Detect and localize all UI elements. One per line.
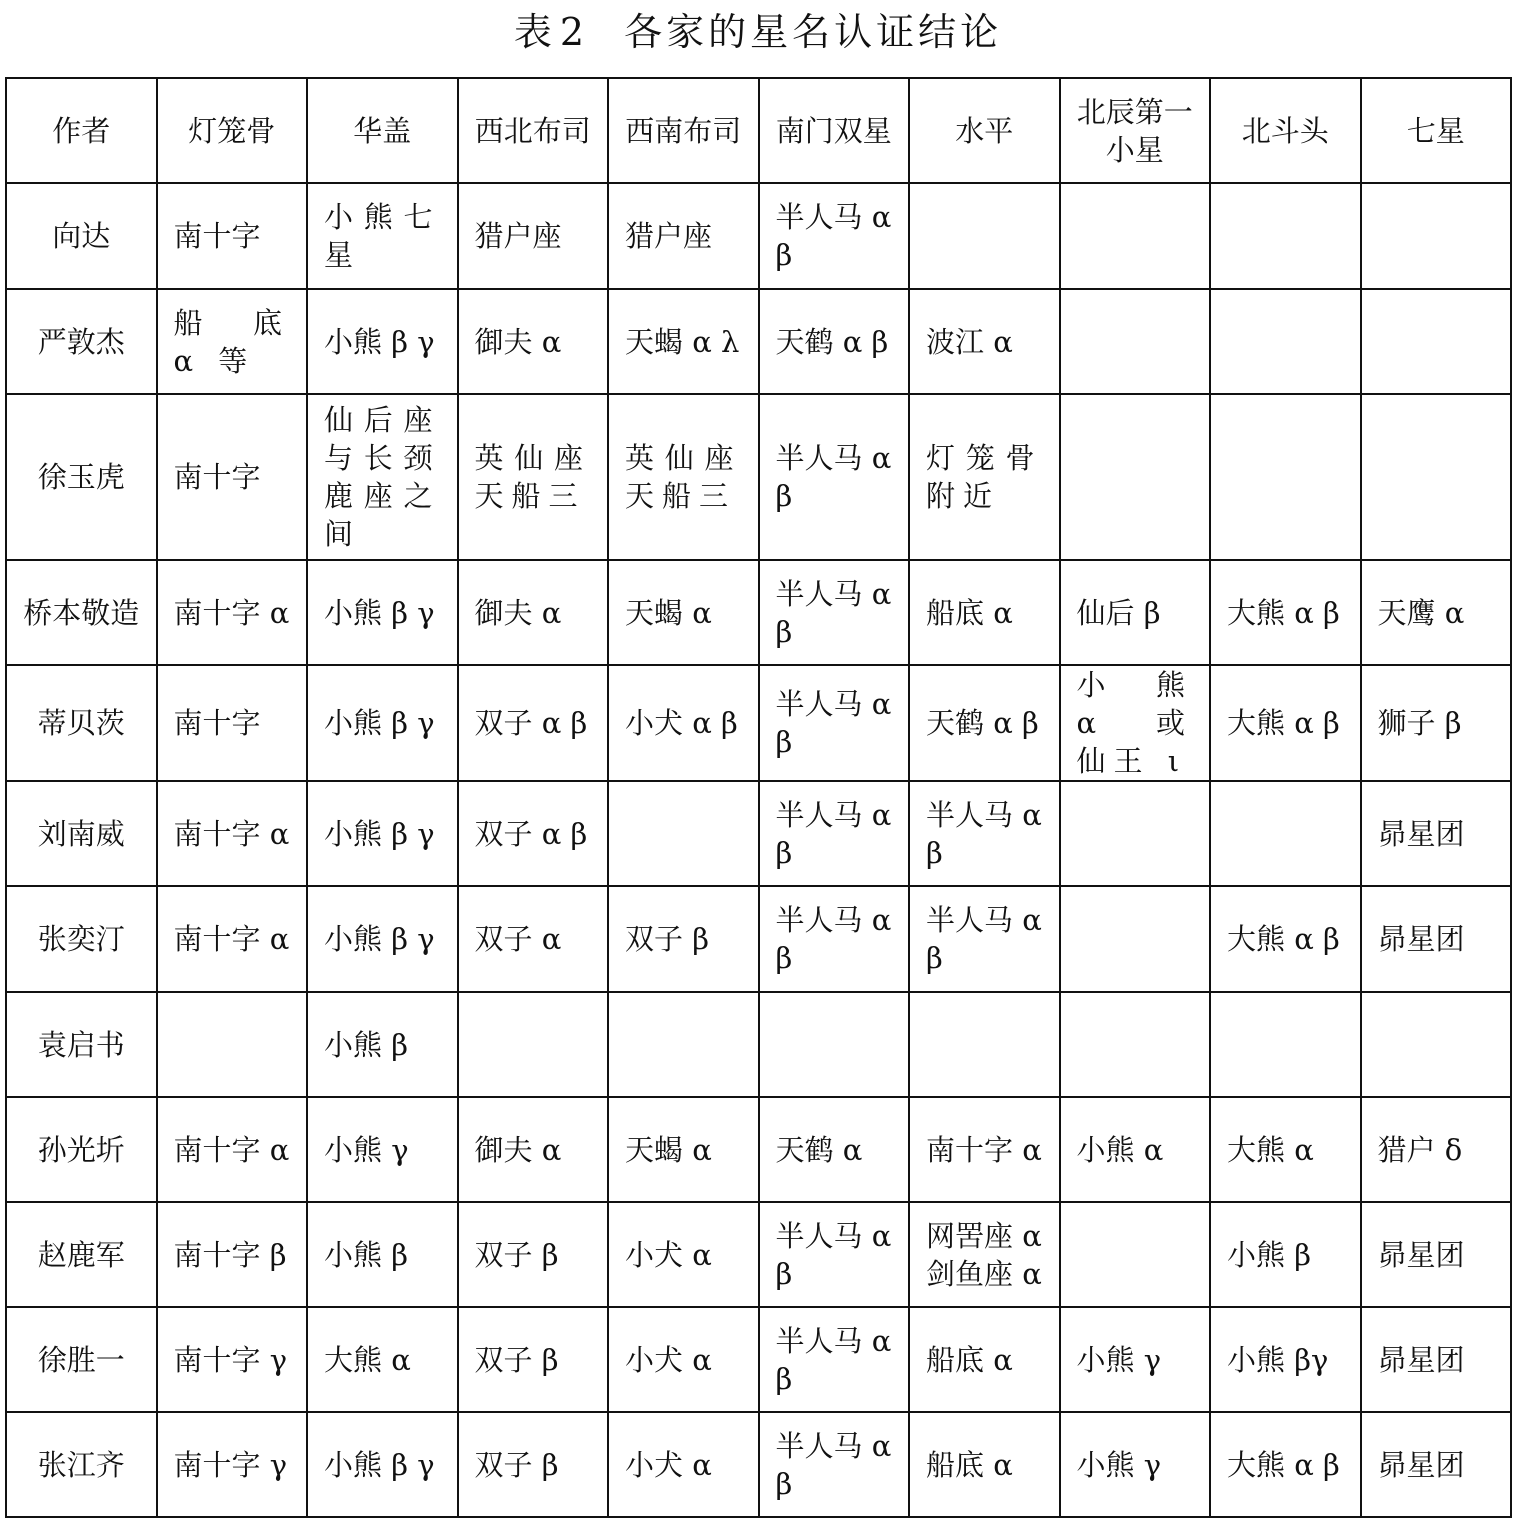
table-cell: 双子 α β bbox=[458, 665, 609, 781]
table-cell: 小熊七星 bbox=[307, 183, 458, 289]
table-cell: 大熊 α β bbox=[1210, 1412, 1361, 1517]
table-cell: 天蝎 α λ bbox=[608, 289, 759, 394]
header-cell: 作者 bbox=[6, 78, 157, 183]
table-cell: 大熊 α β bbox=[1210, 665, 1361, 781]
table-cell: 南十字 α bbox=[157, 781, 308, 886]
table-cell bbox=[1361, 394, 1512, 560]
table-cell bbox=[1210, 289, 1361, 394]
table-row bbox=[6, 1307, 1511, 1412]
table-row bbox=[6, 886, 1511, 992]
table-cell: 小犬 α bbox=[608, 1412, 759, 1517]
table-cell: 小熊 γ bbox=[1060, 1412, 1211, 1517]
table-cell: 波江 α bbox=[909, 289, 1060, 394]
table-cell: 仙后 β bbox=[1060, 560, 1211, 665]
table-cell: 半人马 α β bbox=[759, 394, 910, 560]
table-cell: 小犬 α β bbox=[608, 665, 759, 781]
table-cell: 半人马 α β bbox=[759, 560, 910, 665]
table-cell: 南十字 α bbox=[157, 1097, 308, 1202]
author-cell: 向达 bbox=[6, 183, 157, 289]
table-body bbox=[6, 78, 1511, 1517]
table-cell: 小熊 β γ bbox=[307, 665, 458, 781]
table-cell: 双子 β bbox=[458, 1202, 609, 1307]
author-cell: 徐玉虎 bbox=[6, 394, 157, 560]
author-cell: 蒂贝茨 bbox=[6, 665, 157, 781]
table-row bbox=[6, 992, 1511, 1097]
table-cell: 昴星团 bbox=[1361, 1307, 1512, 1412]
table-row bbox=[6, 665, 1511, 781]
table-cell: 船底 α bbox=[909, 560, 1060, 665]
table-row bbox=[6, 394, 1511, 560]
table-cell bbox=[1361, 992, 1512, 1097]
table-cell bbox=[1210, 394, 1361, 560]
table-cell: 半人马 α β bbox=[759, 781, 910, 886]
table-cell: 南十字 α bbox=[909, 1097, 1060, 1202]
table-cell: 双子 α β bbox=[458, 781, 609, 886]
table-title-number: 2 bbox=[559, 10, 589, 54]
header-cell: 北斗头 bbox=[1210, 78, 1361, 183]
table-cell: 小熊 β γ bbox=[307, 560, 458, 665]
table-row bbox=[6, 183, 1511, 289]
header-cell: 水平 bbox=[909, 78, 1060, 183]
author-cell: 张奕汀 bbox=[6, 886, 157, 992]
table-cell: 小犬 α bbox=[608, 1307, 759, 1412]
author-cell: 袁启书 bbox=[6, 992, 157, 1097]
table-cell bbox=[1060, 1202, 1211, 1307]
table-cell: 小熊 γ bbox=[1060, 1307, 1211, 1412]
table-cell: 昴星团 bbox=[1361, 781, 1512, 886]
table-cell: 大熊 α β bbox=[1210, 886, 1361, 992]
table-cell bbox=[458, 992, 609, 1097]
table-cell bbox=[1210, 781, 1361, 886]
table-cell: 小熊 β γ bbox=[307, 1412, 458, 1517]
table-cell: 猎户 δ bbox=[1361, 1097, 1512, 1202]
table-cell: 大熊 α β bbox=[1210, 560, 1361, 665]
table-cell bbox=[1210, 992, 1361, 1097]
header-cell: 南门双星 bbox=[759, 78, 910, 183]
author-cell: 张江齐 bbox=[6, 1412, 157, 1517]
author-cell: 赵鹿军 bbox=[6, 1202, 157, 1307]
author-cell: 刘南威 bbox=[6, 781, 157, 886]
header-cell: 灯笼骨 bbox=[157, 78, 308, 183]
table-cell: 猎户座 bbox=[458, 183, 609, 289]
author-cell: 孙光圻 bbox=[6, 1097, 157, 1202]
table-cell: 船底 α 等 bbox=[157, 289, 308, 394]
header-cell: 西北布司 bbox=[458, 78, 609, 183]
table-row bbox=[6, 1202, 1511, 1307]
author-cell: 严敦杰 bbox=[6, 289, 157, 394]
table-row bbox=[6, 1097, 1511, 1202]
table-cell bbox=[608, 992, 759, 1097]
table-cell: 半人马 α β bbox=[759, 1307, 910, 1412]
table-cell: 半人马 α β bbox=[759, 1202, 910, 1307]
table-cell: 天蝎 α bbox=[608, 560, 759, 665]
table-cell: 昴星团 bbox=[1361, 886, 1512, 992]
table-cell: 昴星团 bbox=[1361, 1412, 1512, 1517]
table-cell bbox=[1060, 394, 1211, 560]
table-cell: 小熊 β γ bbox=[307, 781, 458, 886]
table-cell: 船底 α bbox=[909, 1307, 1060, 1412]
table-cell: 天鹤 α β bbox=[909, 665, 1060, 781]
author-cell: 徐胜一 bbox=[6, 1307, 157, 1412]
table-cell: 大熊 α bbox=[307, 1307, 458, 1412]
table-row bbox=[6, 1412, 1511, 1517]
table-cell bbox=[1060, 183, 1211, 289]
header-cell: 华盖 bbox=[307, 78, 458, 183]
table-cell bbox=[759, 992, 910, 1097]
author-cell: 桥本敬造 bbox=[6, 560, 157, 665]
table-cell: 狮子 β bbox=[1361, 665, 1512, 781]
table-row bbox=[6, 560, 1511, 665]
header-cell: 西南布司 bbox=[608, 78, 759, 183]
table-cell: 双子 β bbox=[458, 1307, 609, 1412]
table-cell: 双子 β bbox=[458, 1412, 609, 1517]
table-cell: 半人马 α β bbox=[909, 886, 1060, 992]
table-cell: 猎户座 bbox=[608, 183, 759, 289]
table-cell: 御夫 α bbox=[458, 560, 609, 665]
table-cell bbox=[1361, 289, 1512, 394]
table-cell: 半人马 α β bbox=[759, 1412, 910, 1517]
table-cell: 半人马 α β bbox=[909, 781, 1060, 886]
table-cell: 御夫 α bbox=[458, 1097, 609, 1202]
table-cell: 小熊 βγ bbox=[1210, 1307, 1361, 1412]
table-cell: 小熊 β γ bbox=[307, 886, 458, 992]
header-cell: 七星 bbox=[1361, 78, 1512, 183]
table-cell: 小熊 β bbox=[307, 992, 458, 1097]
table-cell: 半人马 α β bbox=[759, 183, 910, 289]
table-cell: 南十字 bbox=[157, 394, 308, 560]
table-cell: 南十字 α bbox=[157, 560, 308, 665]
table-cell: 小熊 β γ bbox=[307, 289, 458, 394]
table-cell: 半人马 α β bbox=[759, 665, 910, 781]
table-row bbox=[6, 289, 1511, 394]
table-cell bbox=[1060, 886, 1211, 992]
table-cell: 南十字 γ bbox=[157, 1412, 308, 1517]
table-cell: 英仙座天船三 bbox=[458, 394, 609, 560]
table-cell: 小熊 β bbox=[1210, 1202, 1361, 1307]
header-row bbox=[6, 78, 1511, 183]
table-cell: 小熊 α 或仙王 ι bbox=[1060, 665, 1211, 781]
table-title-label: 表 bbox=[513, 10, 556, 54]
table-cell: 天鹰 α bbox=[1361, 560, 1512, 665]
table-cell: 双子 β bbox=[608, 886, 759, 992]
table-cell bbox=[1060, 992, 1211, 1097]
table-cell: 仙后座与长颈鹿座之间 bbox=[307, 394, 458, 560]
table-cell: 网罟座 α 剑鱼座 α bbox=[909, 1202, 1060, 1307]
table-cell bbox=[1060, 781, 1211, 886]
table-cell bbox=[909, 183, 1060, 289]
table-cell: 南十字 bbox=[157, 183, 308, 289]
table-cell: 小熊 α bbox=[1060, 1097, 1211, 1202]
star-name-table bbox=[5, 77, 1512, 1518]
table-cell: 英仙座天船三 bbox=[608, 394, 759, 560]
table-cell bbox=[1060, 289, 1211, 394]
table-cell: 大熊 α bbox=[1210, 1097, 1361, 1202]
table-cell: 小犬 α bbox=[608, 1202, 759, 1307]
table-cell bbox=[608, 781, 759, 886]
table-cell: 双子 α bbox=[458, 886, 609, 992]
table-cell bbox=[1361, 183, 1512, 289]
table-row bbox=[6, 781, 1511, 886]
table-cell: 南十字 β bbox=[157, 1202, 308, 1307]
table-title bbox=[0, 6, 1516, 58]
table-cell: 御夫 α bbox=[458, 289, 609, 394]
table-cell bbox=[157, 992, 308, 1097]
table-cell: 小熊 γ bbox=[307, 1097, 458, 1202]
table-cell: 天鹤 α β bbox=[759, 289, 910, 394]
table-title-text: 各家的星名认证结论 bbox=[624, 10, 1003, 54]
table-cell: 南十字 bbox=[157, 665, 308, 781]
table-cell bbox=[909, 992, 1060, 1097]
table-cell: 船底 α bbox=[909, 1412, 1060, 1517]
table-cell: 南十字 γ bbox=[157, 1307, 308, 1412]
table-cell: 天鹤 α bbox=[759, 1097, 910, 1202]
table-cell: 南十字 α bbox=[157, 886, 308, 992]
table-cell: 天蝎 α bbox=[608, 1097, 759, 1202]
header-cell: 北辰第一小星 bbox=[1060, 78, 1211, 183]
table-cell: 昴星团 bbox=[1361, 1202, 1512, 1307]
table-cell: 半人马 α β bbox=[759, 886, 910, 992]
table-cell: 灯笼骨附近 bbox=[909, 394, 1060, 560]
table-cell bbox=[1210, 183, 1361, 289]
table-cell: 小熊 β bbox=[307, 1202, 458, 1307]
